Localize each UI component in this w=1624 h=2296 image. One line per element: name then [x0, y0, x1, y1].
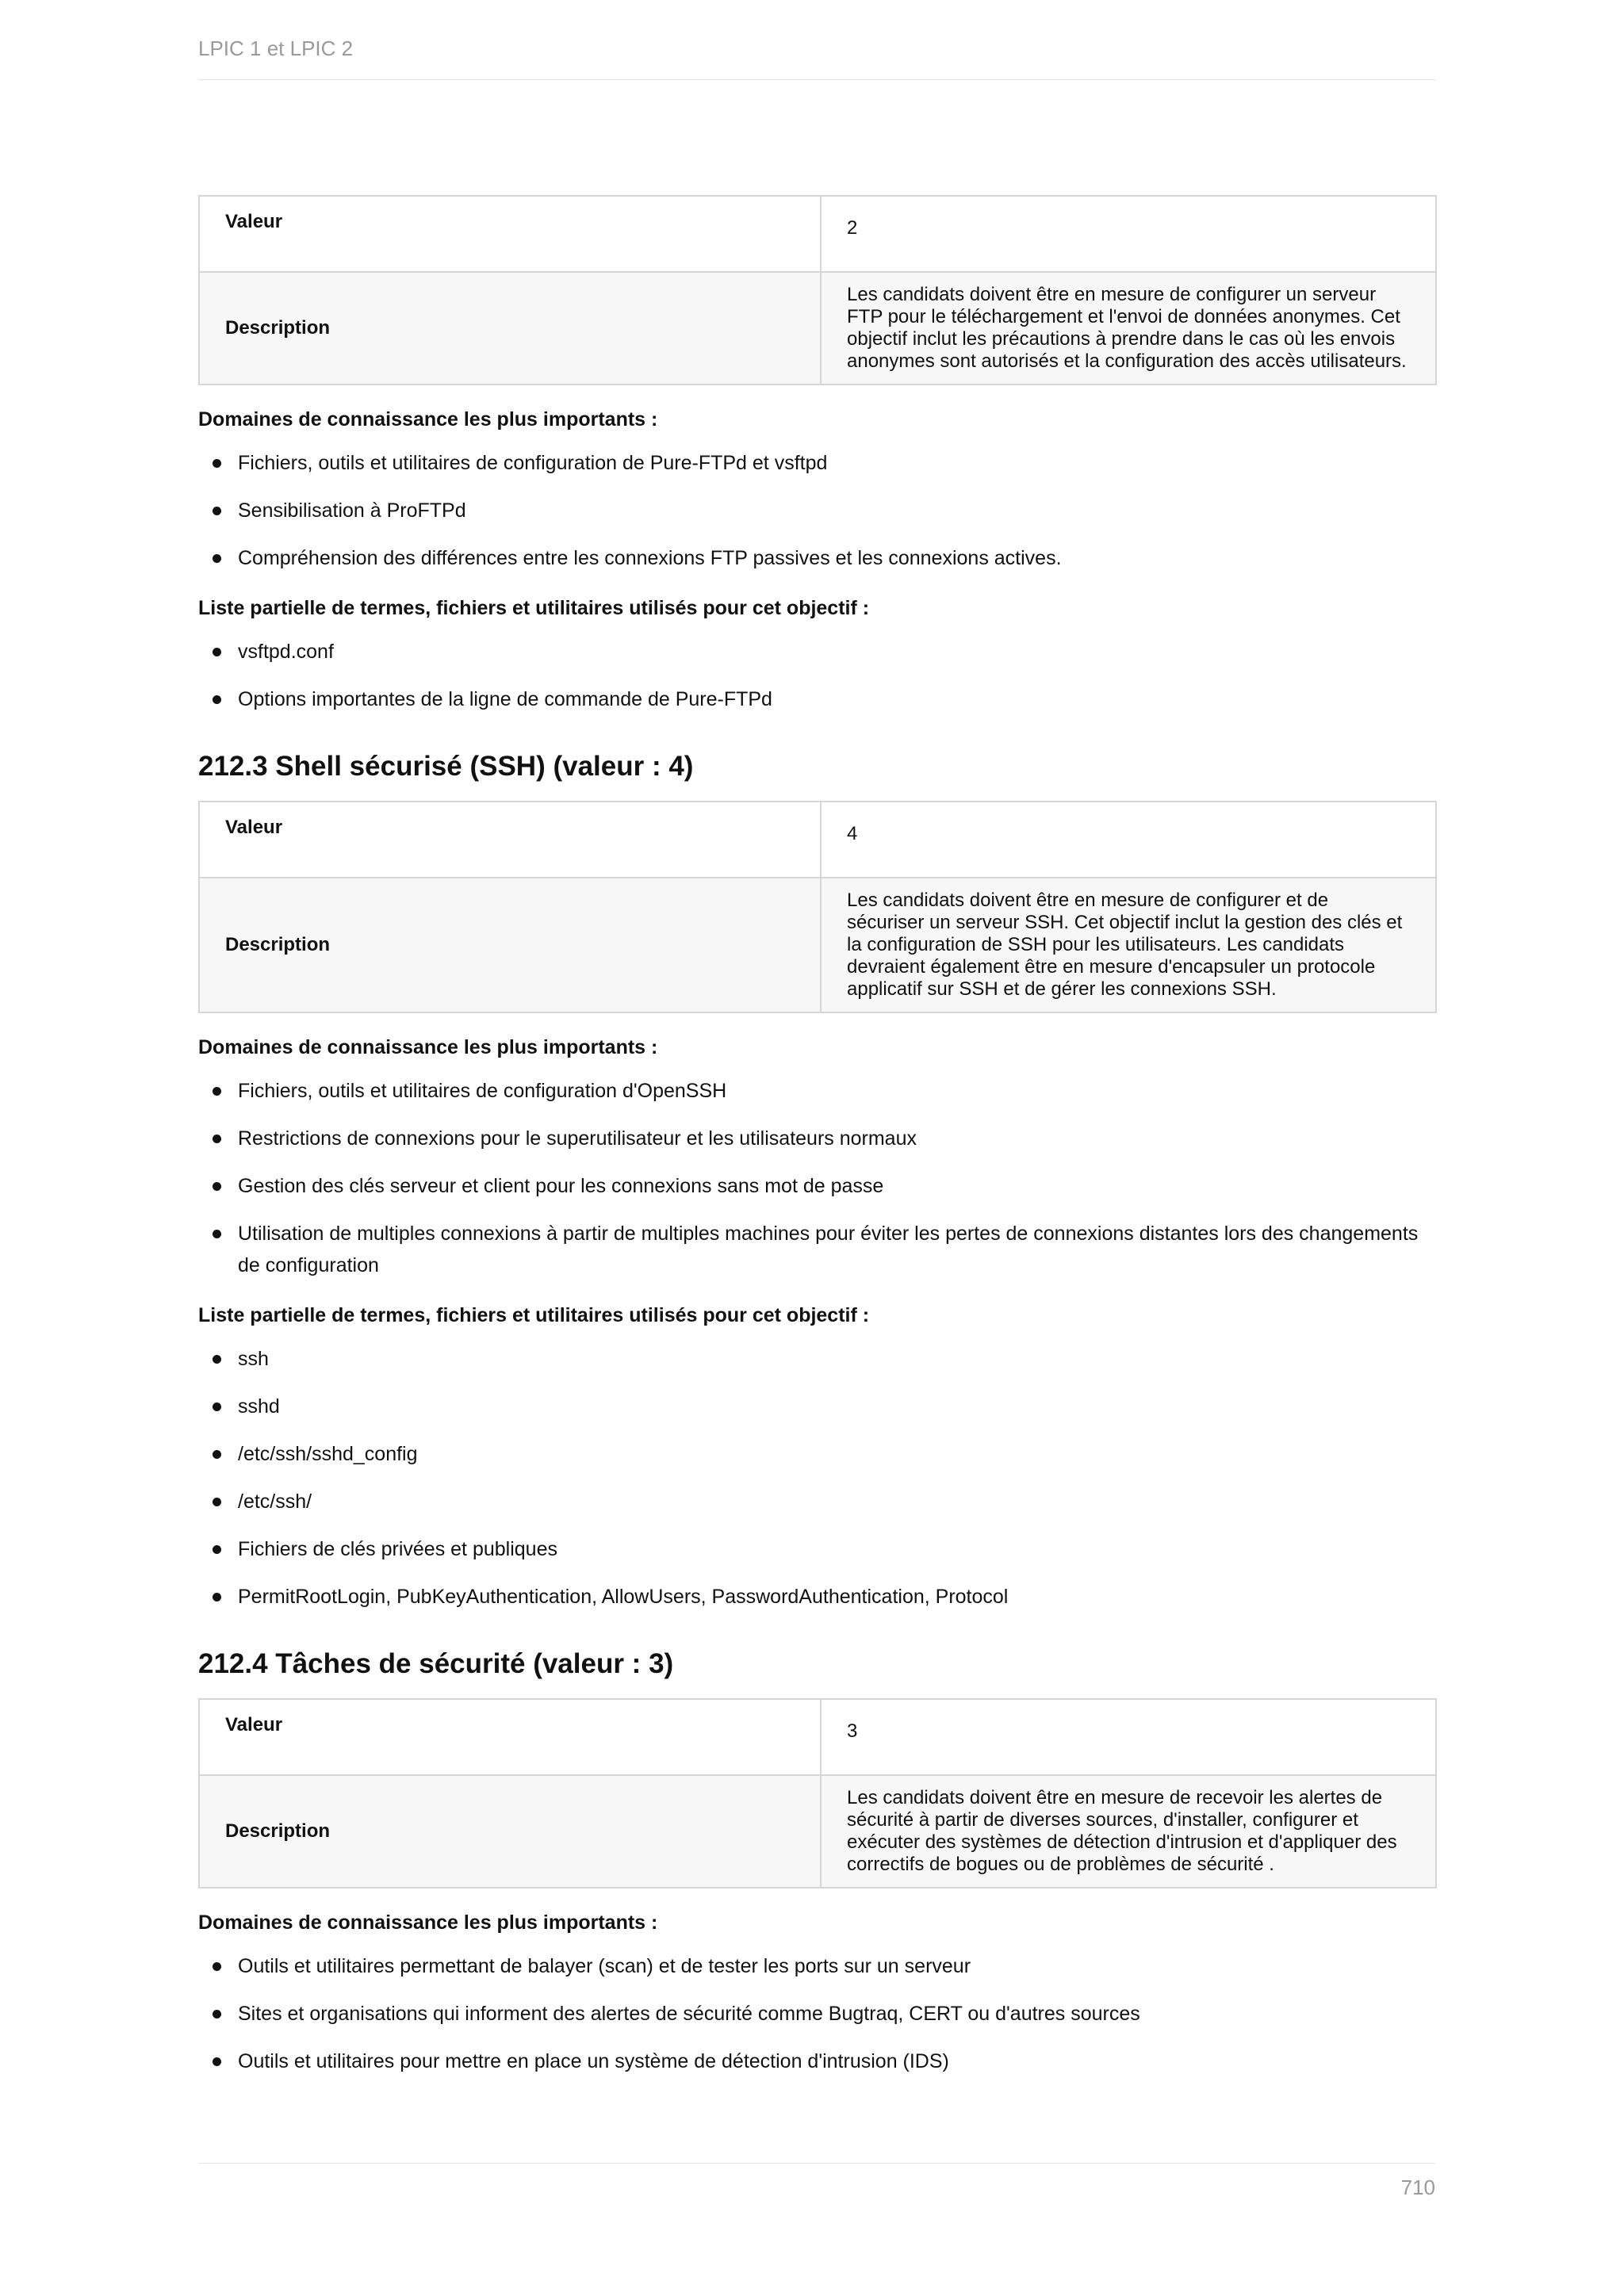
list-item-text: vsftpd.conf [238, 641, 334, 663]
list-item [198, 1486, 1437, 1517]
list-item-text: Fichiers de clés privées et publiques [238, 1538, 557, 1560]
list-item [198, 636, 1437, 668]
list-item-text: Sites et organisations qui informent des alertes de sécurité comme Bugtraq, CERT ou d'autres sources [238, 2003, 1140, 2025]
list-item [198, 1950, 1437, 1982]
header-divider [198, 79, 1435, 80]
bullet-icon [213, 507, 221, 515]
running-header: LPIC 1 et LPIC 2 [198, 36, 354, 60]
bullet-icon [213, 1402, 221, 1411]
list-item [198, 1170, 1437, 1202]
domains-heading: Domaines de connaissance les plus importants : [198, 1911, 658, 1934]
description-label: Description [199, 272, 821, 385]
list-item [198, 1581, 1437, 1613]
list-item-text: /etc/ssh/ [238, 1490, 312, 1513]
objective-table-212-2 [198, 195, 1437, 385]
footer-divider [198, 2163, 1435, 2164]
value-cell: 2 [821, 196, 1436, 272]
value-label: Valeur [199, 802, 821, 878]
list-item [198, 1391, 1437, 1422]
list-item-text: PermitRootLogin, PubKeyAuthentication, AllowUsers, PasswordAuthentication, Protocol [238, 1586, 1009, 1608]
bullet-icon [213, 1182, 221, 1191]
list-item [198, 1218, 1437, 1281]
terms-list [198, 1343, 1437, 1613]
domains-list [198, 1075, 1437, 1281]
bullet-icon [213, 554, 221, 563]
list-item [198, 1438, 1437, 1470]
list-item [198, 2045, 1437, 2077]
list-item-text: /etc/ssh/sshd_config [238, 1443, 418, 1465]
list-item [198, 447, 1437, 479]
list-item [198, 1998, 1437, 2030]
list-item-text: Utilisation de multiples connexions à partir de multiples machines pour éviter les pertes de connexions distantes lors des changements de configuration [238, 1223, 1419, 1276]
bullet-icon [213, 2010, 221, 2019]
objective-table-212-3 [198, 801, 1437, 1013]
table-row-description [199, 272, 1436, 385]
value-cell: 3 [821, 1699, 1436, 1775]
bullet-icon [213, 1355, 221, 1364]
list-item-text: sshd [238, 1395, 280, 1418]
table-row-description [199, 878, 1436, 1012]
value-label: Valeur [199, 1699, 821, 1775]
table-row-value [199, 196, 1436, 272]
description-label: Description [199, 878, 821, 1012]
domains-list [198, 1950, 1437, 2077]
list-item [198, 1123, 1437, 1154]
section-title-212-4: 212.4 Tâches de sécurité (valeur : 3) [198, 1648, 674, 1679]
description-label: Description [199, 1775, 821, 1888]
bullet-icon [213, 1450, 221, 1459]
table-row-value [199, 802, 1436, 878]
bullet-icon [213, 459, 221, 468]
page-content [198, 195, 1437, 2077]
list-item-text: ssh [238, 1348, 269, 1370]
list-item-text: Compréhension des différences entre les connexions FTP passives et les connexions actives. [238, 547, 1062, 569]
terms-heading: Liste partielle de termes, fichiers et utilitaires utilisés pour cet objectif : [198, 597, 870, 619]
bullet-icon [213, 1135, 221, 1143]
list-item-text: Outils et utilitaires permettant de balayer (scan) et de tester les ports sur un serveur [238, 1955, 971, 1977]
bullet-icon [213, 1230, 221, 1238]
list-item-text: Restrictions de connexions pour le superutilisateur et les utilisateurs normaux [238, 1127, 917, 1150]
terms-heading: Liste partielle de termes, fichiers et utilitaires utilisés pour cet objectif : [198, 1304, 870, 1326]
list-item [198, 542, 1437, 574]
list-item [198, 495, 1437, 526]
bullet-icon [213, 1593, 221, 1601]
list-item-text: Fichiers, outils et utilitaires de configuration de Pure-FTPd et vsftpd [238, 452, 828, 474]
page-number: 710 [1400, 2175, 1435, 2199]
bullet-icon [213, 1087, 221, 1096]
objective-table-212-4 [198, 1698, 1437, 1888]
bullet-icon [213, 1962, 221, 1971]
list-item [198, 1343, 1437, 1375]
bullet-icon [213, 2057, 221, 2066]
bullet-icon [213, 695, 221, 704]
table-row-value [199, 1699, 1436, 1775]
description-cell: Les candidats doivent être en mesure de recevoir les alertes de sécurité à partir de diverses sources, d'installer, configurer et exécuter des systèmes de détection d'intrusion et d'appliquer des correctifs de bogues ou de problèmes de sécurité . [821, 1775, 1436, 1888]
list-item-text: Sensibilisation à ProFTPd [238, 499, 466, 522]
table-row-description [199, 1775, 1436, 1888]
domains-heading: Domaines de connaissance les plus importants : [198, 1036, 658, 1058]
value-label: Valeur [199, 196, 821, 272]
list-item-text: Options importantes de la ligne de commande de Pure-FTPd [238, 688, 772, 710]
list-item-text: Gestion des clés serveur et client pour les connexions sans mot de passe [238, 1175, 884, 1197]
list-item [198, 1075, 1437, 1107]
list-item [198, 683, 1437, 715]
terms-list [198, 636, 1437, 715]
list-item-text: Fichiers, outils et utilitaires de configuration d'OpenSSH [238, 1080, 727, 1102]
description-cell: Les candidats doivent être en mesure de configurer et de sécuriser un serveur SSH. Cet objectif inclut la gestion des clés et la configuration de SSH pour les utilisateurs. Les candidats devraient également être en mesure d'encapsuler un protocole applicatif sur SSH et de gérer les connexions SSH. [821, 878, 1436, 1012]
domains-heading: Domaines de connaissance les plus importants : [198, 408, 658, 430]
list-item [198, 1533, 1437, 1565]
bullet-icon [213, 648, 221, 656]
domains-list [198, 447, 1437, 574]
description-cell: Les candidats doivent être en mesure de configurer un serveur FTP pour le téléchargement et l'envoi de données anonymes. Cet objectif inclut les précautions à prendre dans le cas où les envois anonymes sont autorisés et la configuration des accès utilisateurs. [821, 272, 1436, 385]
list-item-text: Outils et utilitaires pour mettre en place un système de détection d'intrusion (IDS) [238, 2050, 949, 2072]
section-title-212-3: 212.3 Shell sécurisé (SSH) (valeur : 4) [198, 751, 694, 782]
bullet-icon [213, 1545, 221, 1554]
bullet-icon [213, 1498, 221, 1506]
value-cell: 4 [821, 802, 1436, 878]
